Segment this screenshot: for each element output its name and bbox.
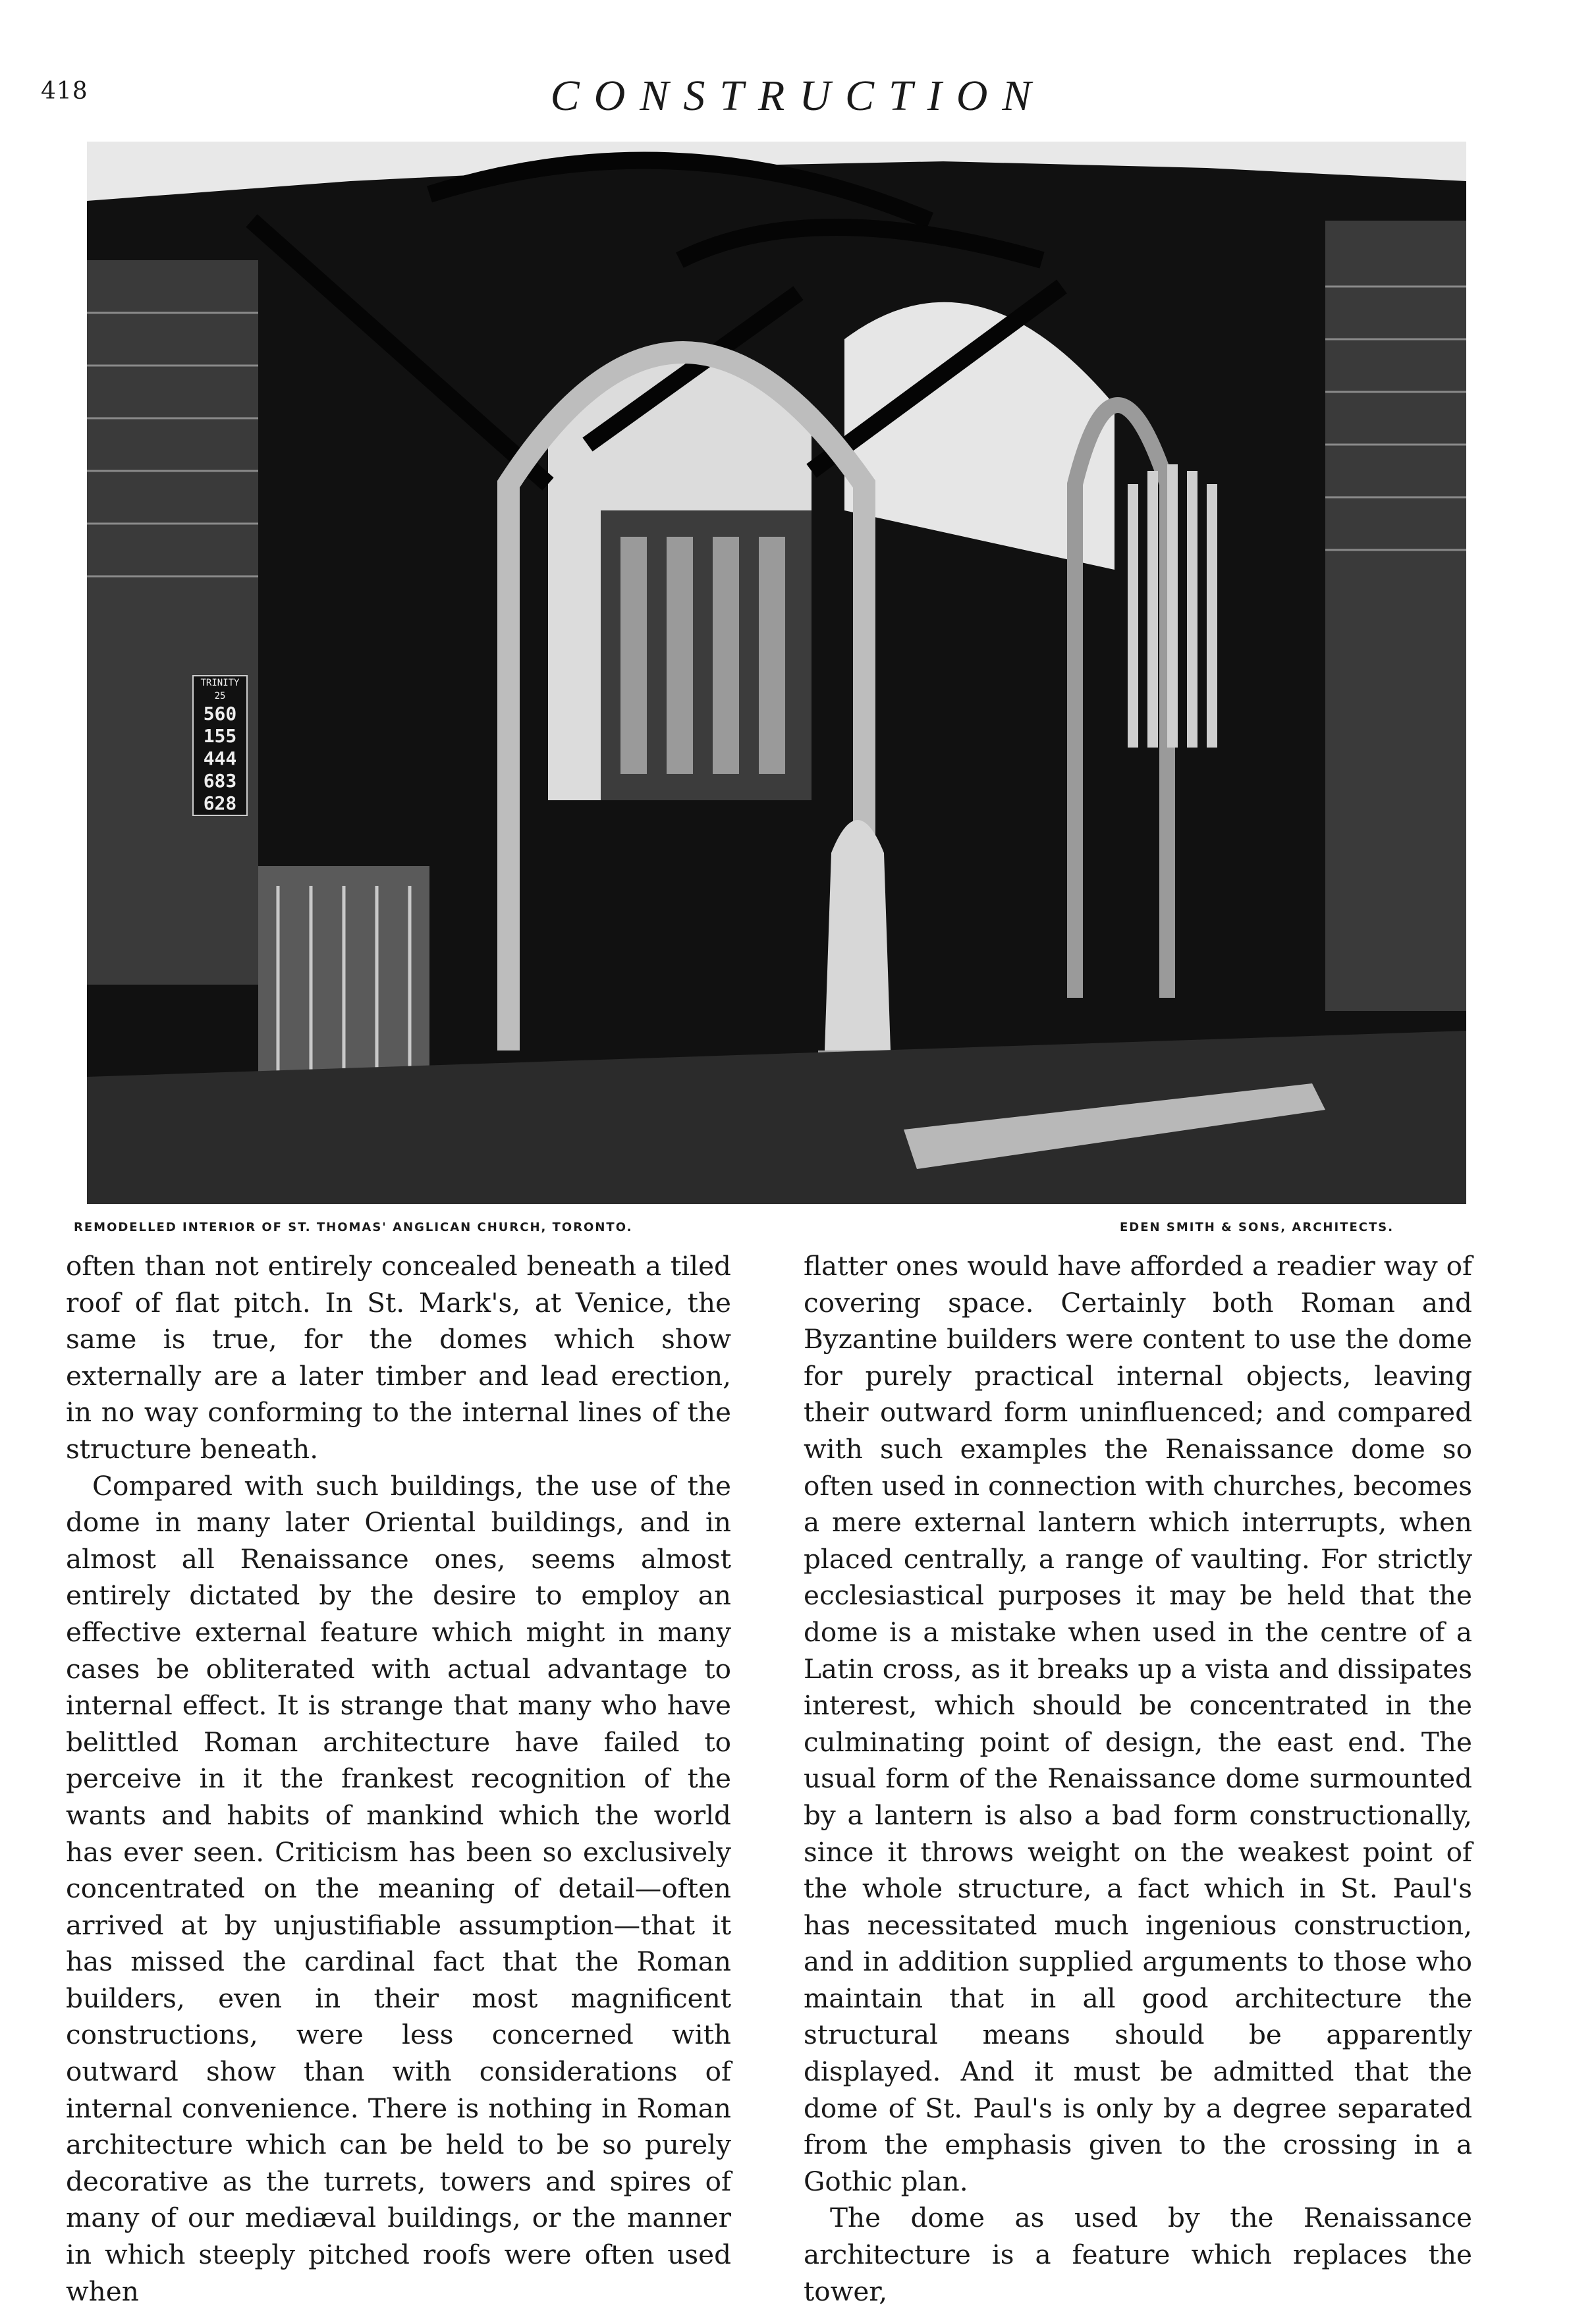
paragraph: The dome as used by the Renaissance architecture is a feature which replaces the tower,: [804, 2202, 1472, 2307]
paragraph: often than not entirely concealed beneath a tiled roof of flat pitch. In St. Mark's, at Venice, the same is true, for the domes which show externally are a later timber and lead erection, in no way conforming to the internal lines of the structure beneath.: [66, 1250, 731, 1465]
church-interior-illustration: [87, 142, 1466, 1204]
text-column-right: [804, 1248, 1472, 2310]
figure-credit: EDEN SMITH & SONS, ARCHITECTS.: [1120, 1220, 1394, 1234]
church-interior-photograph: [87, 142, 1466, 1204]
hymn-number: 155: [203, 725, 237, 747]
hymn-number: 628: [203, 792, 237, 814]
hymn-board: [192, 675, 248, 816]
figure-caption: REMODELLED INTERIOR OF ST. THOMAS' ANGLICAN CHURCH, TORONTO.: [74, 1220, 633, 1234]
page-number: 418: [41, 78, 88, 105]
hymn-number: 560: [203, 703, 237, 724]
hymn-board-title: TRINITY 25: [200, 678, 240, 701]
journal-title: CONSTRUCTION: [550, 72, 1046, 120]
paragraph: Compared with such buildings, the use of the dome in many later Oriental buildings, and in almost all Renaissance ones, seems almost entirely dictated by the desire to employ an effective external feature which might in many cases be obliterated with actual advantage to internal effect. It is strange that many who have belittled Roman architecture have failed to perceive in it the frankest recognition of the wants and habits of mankind which the world has ever seen. Criticism has been so exclusively concentrated on the meaning of detail—often arrived at by unjustifiable assumption—that it has missed the cardinal fact that the Roman builders, even in their most magnificent constructions, were less concerned with outward show than with considerations of internal convenience. There is nothing in Roman architecture which can be held to be so purely decorative as the turrets, towers and spires of many of our mediæval buildings, or the manner in which steeply pitched roofs were often used when: [66, 1469, 731, 2307]
paragraph: flatter ones would have afforded a readier way of covering space. Certainly both Roman and Byzantine builders were content to use the dome for purely practical internal objects, leaving their outward form uninfluenced; and compared with such examples the Renaissance dome so often used in connection with churches, becomes a mere external lantern which interrupts, when placed centrally, a range of vaulting. For strictly ecclesiastical purposes it may be held that the dome is a mistake when used in the centre of a Latin cross, as it breaks up a vista and dissipates interest, which should be concentrated in the culminating point of design, the east end. The usual form of the Renaissance dome surmounted by a lantern is also a bad form constructionally, since it throws weight on the weakest point of the whole structure, a fact which in St. Paul's has necessitated much ingenious construction, and in addition supplied arguments to those who maintain that in all good architecture the structural means should be apparently displayed. And it must be admitted that the dome of St. Paul's is only by a degree separated from the emphasis given to the crossing in a Gothic plan.: [804, 1250, 1473, 2197]
text-column-left: [66, 1248, 731, 2310]
hymn-number: 683: [203, 770, 237, 792]
hymn-number: 444: [203, 748, 237, 769]
